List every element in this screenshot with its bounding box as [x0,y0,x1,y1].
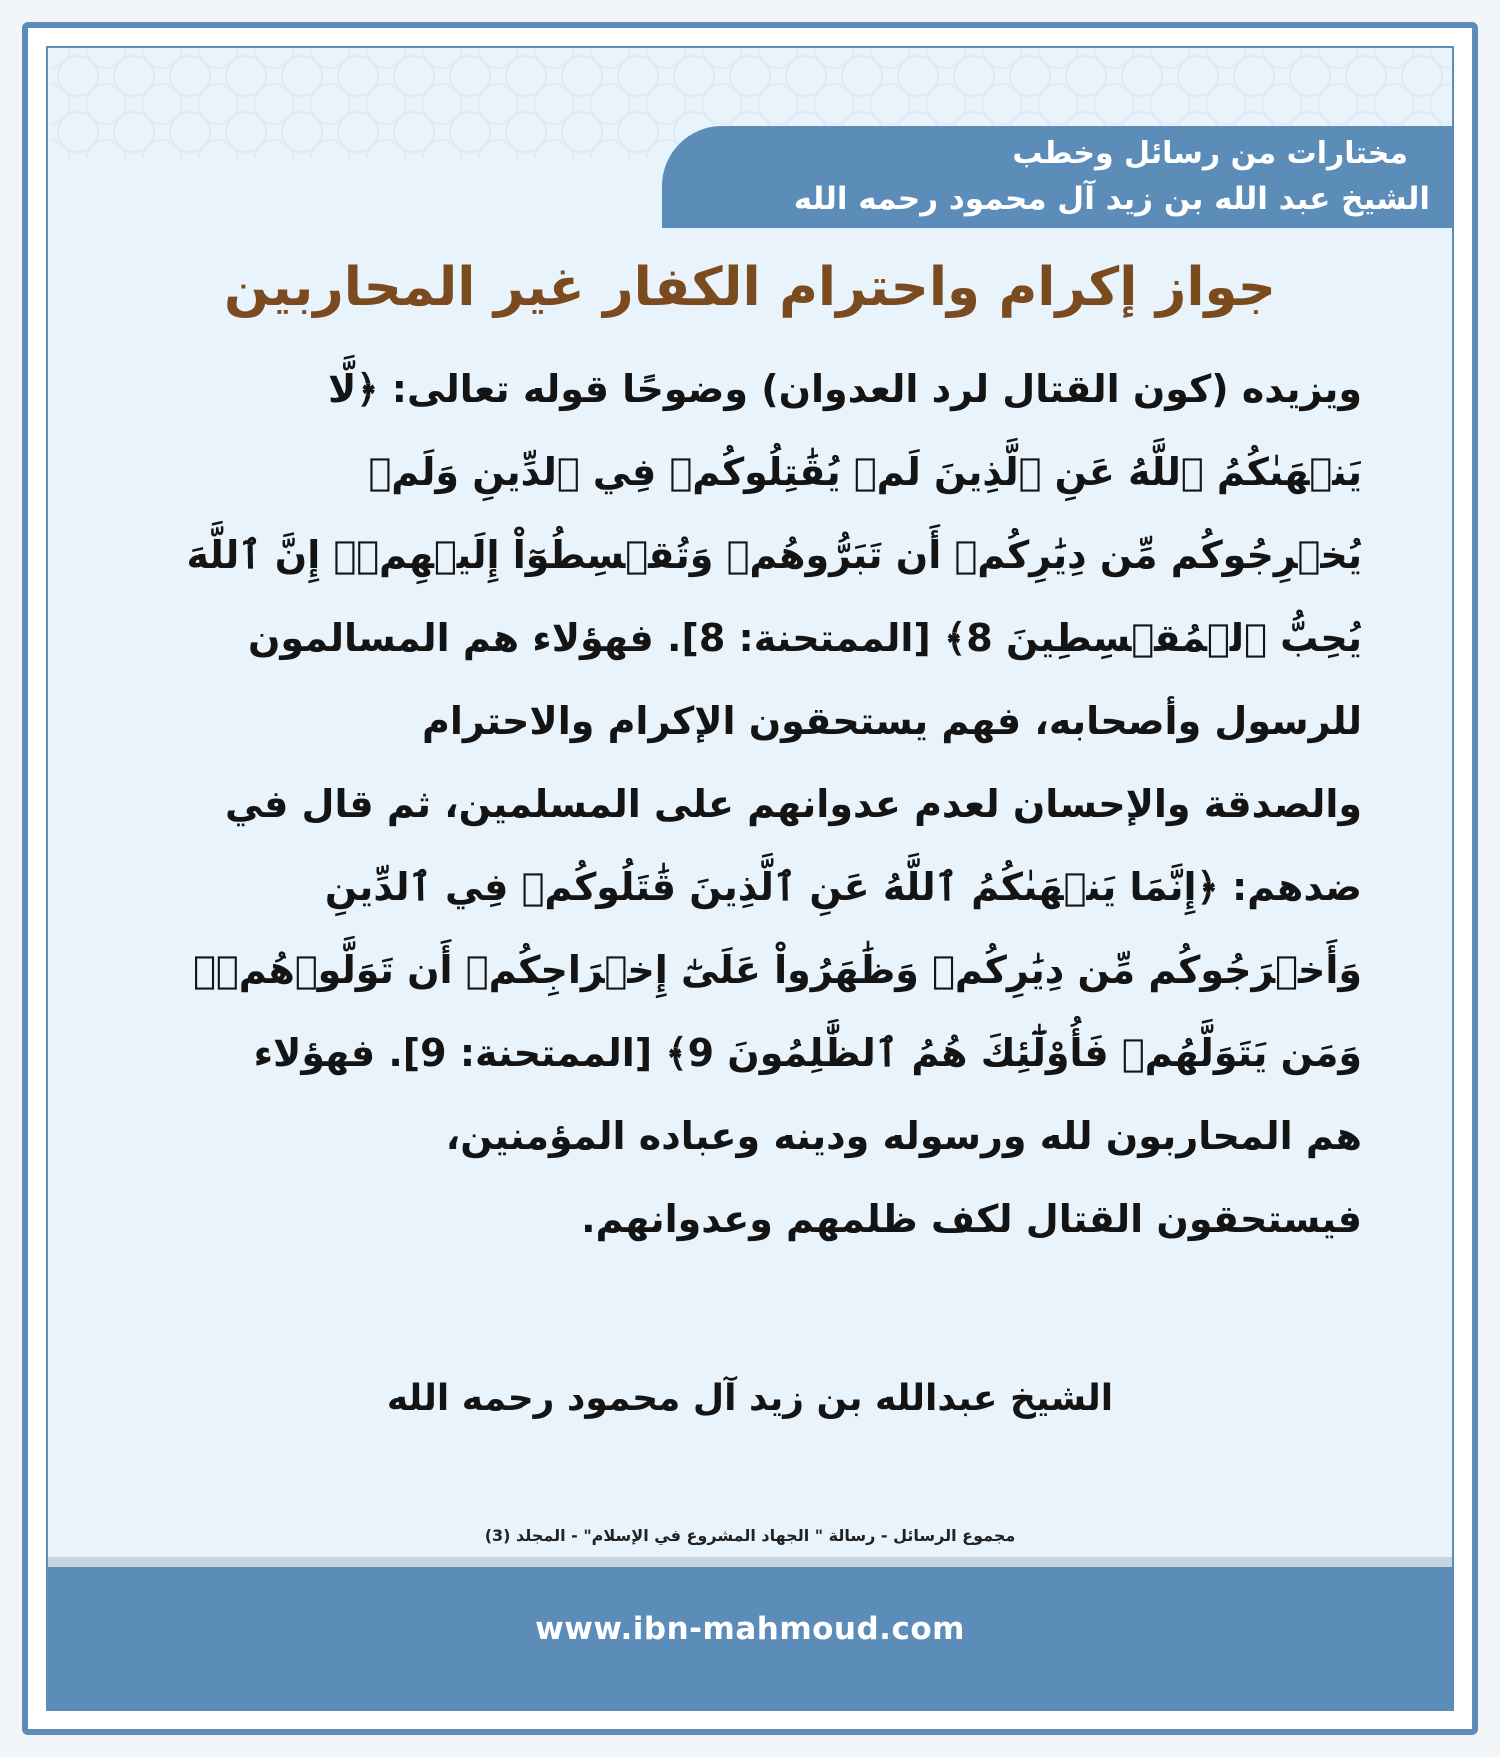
body-line: يُحِبُّ ٱلۡمُقۡسِطِينَ 8﴾ [الممتحنة: 8]. فهؤلاء هم المسالمون [247,616,1362,660]
article-body [138,348,1362,1261]
author-signature: الشيخ عبدالله بن زيد آل محمود رحمه الله [386,1378,1114,1419]
body-line: يَنۡهَىٰكُمُ ٱللَّهُ عَنِ ٱلَّذِينَ لَمۡ يُقَٰتِلُوكُمۡ فِي ٱلدِّينِ وَلَمۡ [368,450,1362,494]
series-title: مختارات من رسائل وخطب [1012,136,1408,171]
header-banner [662,126,1452,228]
outer-frame [22,22,1478,1735]
body-line: ضدهم: ﴿إِنَّمَا يَنۡهَىٰكُمُ ٱللَّهُ عَنِ ٱلَّذِينَ قَٰتَلُوكُمۡ فِي ٱلدِّينِ [324,865,1362,909]
author-heading: الشيخ عبد الله بن زيد آل محمود رحمه الله [793,181,1430,217]
source-citation: مجموع الرسائل - رسالة " الجهاد المشروع في الإسلام" - المجلد (3) [484,1526,1016,1545]
body-line: وَمَن يَتَوَلَّهُمۡ فَأُوْلَٰٓئِكَ هُمُ ٱلظَّٰلِمُونَ 9﴾ [الممتحنة: 9]. فهؤلاء [253,1031,1362,1075]
body-line: للرسول وأصحابه، فهم يستحقون الإكرام والاحترام [422,699,1362,743]
body-line: والصدقة والإحسان لعدم عدوانهم على المسلمين، ثم قال في [225,782,1362,826]
body-line: يُخۡرِجُوكُم مِّن دِيَٰرِكُمۡ أَن تَبَرُّوهُمۡ وَتُقۡسِطُوٓاْ إِلَيۡهِمۡۚ إِنَّ ٱللَّهَ [186,533,1362,577]
footer-banner [48,1557,1452,1709]
body-line: فيستحقون القتال لكف ظلمهم وعدوانهم. [581,1197,1362,1241]
body-line: ويزيده (كون القتال لرد العدوان) وضوحًا قوله تعالى: ﴿لَّا [328,367,1362,411]
website-link[interactable]: www.ibn-mahmoud.com [535,1611,965,1647]
body-line: وَأَخۡرَجُوكُم مِّن دِيَٰرِكُمۡ وَظَٰهَرُواْ عَلَىٰٓ إِخۡرَاجِكُمۡ أَن تَوَلَّوۡهُمۡۚ [193,948,1362,992]
page-title: جواز إكرام واحترام الكفار غير المحاربين [224,257,1276,318]
content-panel [46,46,1454,1711]
body-line: هم المحاربون لله ورسوله ودينه وعباده المؤمنين، [445,1114,1362,1158]
